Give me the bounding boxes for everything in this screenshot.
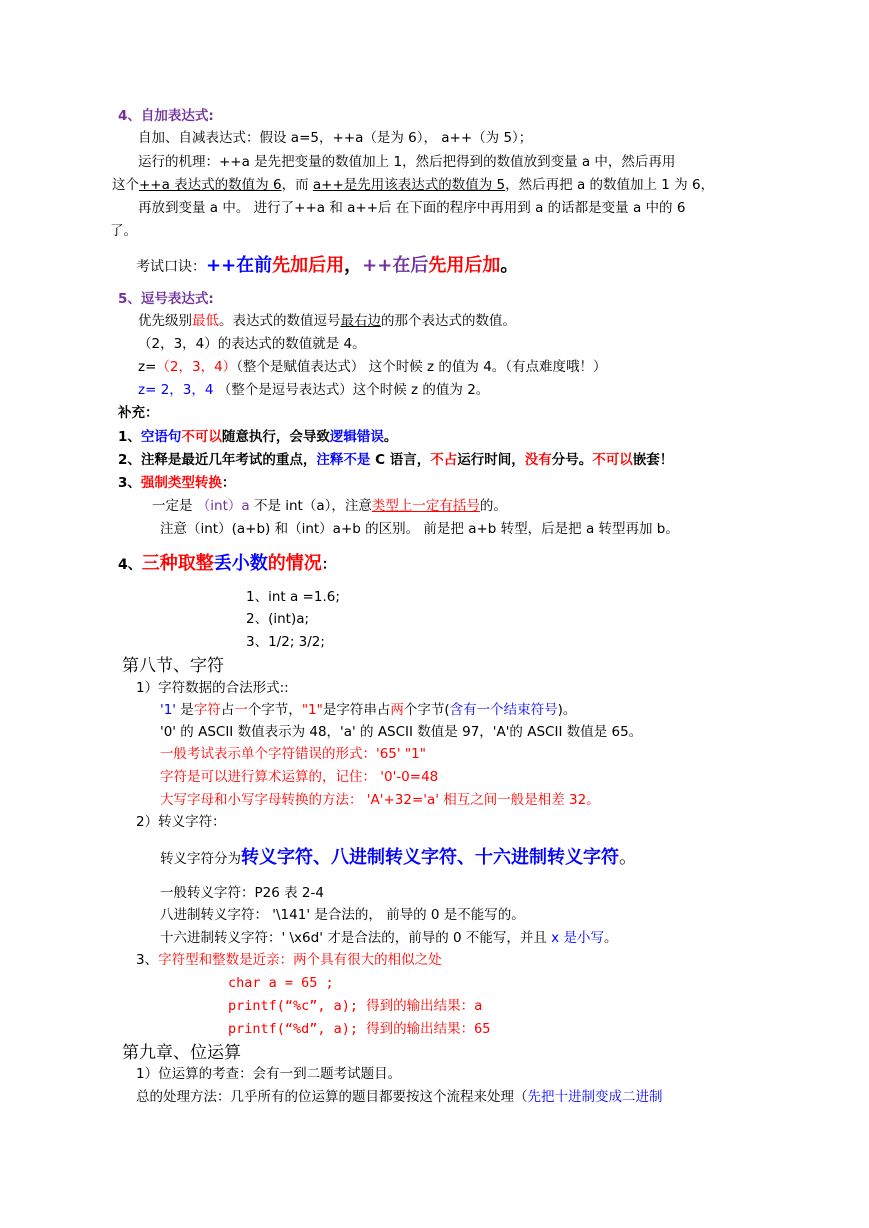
ch9-l2-a: 总的处理方法：几乎所有的位运算的题目都要按这个流程来处理（ [136,1089,528,1105]
escape-types-list: 转义字符、八进制转义字符、十六进制转义字符 [241,847,619,868]
ch9-l2-b: 先把十进制变成二进制 [527,1089,663,1105]
ch8-a10: 个字节( [403,702,450,718]
escape-types-end: 。 [619,847,637,868]
supp-l2-e: 运行时间， [457,452,525,468]
sec5-l1-d: 最右边 [340,313,381,329]
sec5-line-3 [138,357,607,377]
ch8-sub-3 [136,950,442,970]
supp-l3-b: 强制类型转换 [140,475,222,491]
supp-l2-b: 注释不是 [316,452,371,468]
ch8-line-d: 字符是可以进行算术运算的，记住： '0'-0=48 [160,769,439,785]
ch8-g3-a: 十六进制转义字符：' \x6d' 才是合法的，前导的 0 不能写，并且 [160,930,552,946]
escape-types [160,846,637,871]
sec5-l4-b: （整个是逗号表达式）这个时候 z 的值为 2。 [213,382,490,398]
supp-line-3 [118,473,235,493]
supp-l2-d: 不占 [430,452,458,468]
supp-l4-a: 一定是 [152,498,197,514]
supp-l2-a: 2、注释是最近几年考试的重点， [118,452,317,468]
rounding-item-2: 2、(int)a; [246,611,310,627]
sec5-line-2: （2，3，4）的表达式的数值就是 4。 [138,336,366,352]
supp-l3-a: 3、 [118,475,141,491]
rhyme-part-f: 。 [500,255,519,276]
rounding-item-3: 3、1/2; 3/2; [246,634,325,650]
ch8-s3-a: 3、 [136,952,159,968]
ch8-g3-b: x 是小写 [551,930,604,946]
sec5-l4-a: z= 2，3，4 [138,382,214,398]
ch8-a5: 一 [234,702,248,718]
ch8-line-g2: 八进制转义字符： '\141' 是合法的， 前导的 0 是不能写的。 [160,907,525,923]
sec5-l1-a: 优先级别 [138,313,192,329]
ch8-a3: 字符 [193,702,221,718]
rounding-t1: 三种取整 [141,553,214,574]
supp-l4-e: 的。 [479,498,507,514]
sec5-l3-c: （整个是赋值表达式） 这个时候 z 的值为 4。（有点难度哦！） [236,359,607,375]
supp-l2-g: 分号。 [551,452,593,468]
ch8-line-g1: 一般转义字符：P26 表 2-4 [160,885,324,901]
ch8-line-e: 大写字母和小写字母转换的方法： 'A'+32='a' 相互之间一般是相差 32。 [160,792,600,808]
exam-rhyme [136,254,518,279]
supp-l1-d: 随意执行，会导致 [221,429,330,445]
chapter-9-title: 第九章、位运算 [122,1043,241,1063]
supp-l4-b: （int）a [196,498,250,514]
sec5-line-4 [138,380,489,400]
sec4-line-5: 了。 [110,223,137,239]
rhyme-part-e: 先用后加 [428,255,501,276]
supp-l1-a: 1、 [118,429,141,445]
sec4-line-2: 运行的机理：++a 是先把变量的数值加上 1，然后把得到的数值放到变量 a 中，然后再用 [138,154,676,170]
supp-l2-i: 嵌套！ [632,452,674,468]
ch8-a6: 个字节， [247,702,302,718]
rounding-item-1: 1、int a =1.6; [246,589,340,605]
supp-l1-f: 。 [383,429,398,445]
ch8-a7: "1" [301,702,323,718]
ch8-line-b: '0' 的 ASCII 数值表示为 48，'a' 的 ASCII 数值是 97，'A'的 ASCII 数值是 65。 [160,724,643,740]
ch8-a12: )。 [557,702,577,718]
supp-l2-f: 没有 [524,452,552,468]
sec5-l3-a: z= [138,359,157,375]
rhyme-part-d: ++在后 [362,255,429,276]
supp-l1-e: 逻辑错误 [329,429,384,445]
sec4-l3-b: ++a 表达式的数值为 6 [139,177,282,193]
ch8-line-c: 一般考试表示单个字符错误的形式：'65' "1" [160,746,426,762]
ch9-line-2 [136,1087,663,1107]
sec5-line-1 [138,311,516,331]
section-5-title: 5、逗号表达式: [118,291,214,307]
rhyme-part-b: 先加后用 [272,255,345,276]
supp-l1-b: 空语句 [140,429,182,445]
rounding-prefix: 4、 [118,557,142,573]
rhyme-label: 考试口诀： [136,259,206,275]
rounding-t3: 的情况 [267,553,322,574]
rhyme-part-a: ++在前 [206,255,273,276]
supp-l2-h: 不可以 [592,452,633,468]
sec5-l1-b: 最低 [192,313,219,329]
supp-l2-c: C 语言， [370,452,431,468]
ch8-a9: 两 [390,702,404,718]
rhyme-part-c: ， [344,255,363,276]
code-line-3: printf(“%d”, a); 得到的输出结果：65 [228,1021,491,1037]
supp-l4-c: 不是 int（a），注意 [249,498,372,514]
ch8-sub-1: 1）字符数据的合法形式:: [136,680,289,696]
supp-line-1 [118,427,397,447]
rounding-title [118,552,336,577]
ch8-sub-2: 2）转义字符： [136,814,226,830]
rounding-t4: ： [321,557,336,573]
ch8-line-g3 [160,928,617,948]
supp-l4-d: 类型上一定有括号 [371,498,480,514]
supp-l1-c: 不可以 [181,429,222,445]
sec4-l3-e: ，然后再把 a 的数值加上 1 为 6， [505,177,715,193]
ch8-g3-c: 。 [603,930,618,946]
section-4-title: 4、自加表达式: [118,108,214,124]
supp-line-4 [152,496,507,516]
supp-line-2 [118,450,673,470]
code-line-2: printf(“%c”, a); 得到的输出结果：a [228,998,483,1014]
sec4-l3-a: 这个 [112,177,139,193]
ch8-line-a [160,700,576,720]
code-line-1: char a = 65 ; [228,975,334,991]
sec4-l3-c: ，而 [281,177,313,193]
ch8-s3-b: 字符型和整数是近亲：两个具有很大的相似之处 [158,952,442,968]
sec4-line-4: 再放到变量 a 中。 进行了++a 和 a++后 在下面的程序中再用到 a 的话都是变量 a 中的 6 [138,200,686,216]
supp-l3-c: ： [221,475,236,491]
rounding-t2: 丢小数 [213,553,268,574]
ch8-a8: 是字符串占 [322,702,391,718]
sec4-line-3 [112,175,714,195]
ch8-a4: 占 [220,702,235,718]
ch8-a1: '1' [160,702,177,718]
ch8-a2: 是 [176,702,194,718]
ch9-line-1: 1）位运算的考查：会有一到二题考试题目。 [136,1066,402,1082]
sec4-l3-d: a++是先用该表达式的数值为 5 [312,177,506,193]
sec4-line-1: 自加、自减表达式：假设 a=5，++a（是为 6）， a++（为 5）； [138,130,533,146]
escape-types-lead: 转义字符分为 [160,851,241,867]
supp-line-5: 注意（int）(a+b) 和（int）a+b 的区别。 前是把 a+b 转型，后是把 a 转型再加 b。 [160,521,679,537]
sec5-l3-b: （2，3，4） [156,359,237,375]
supplement-title: 补充： [118,405,159,421]
ch8-a11: 含有一个结束符号 [449,702,558,718]
sec5-l1-c: 。表达式的数值逗号 [219,313,341,329]
chapter-8-title: 第八节、字符 [122,656,224,676]
sec5-l1-e: 的那个表达式的数值。 [381,313,516,329]
